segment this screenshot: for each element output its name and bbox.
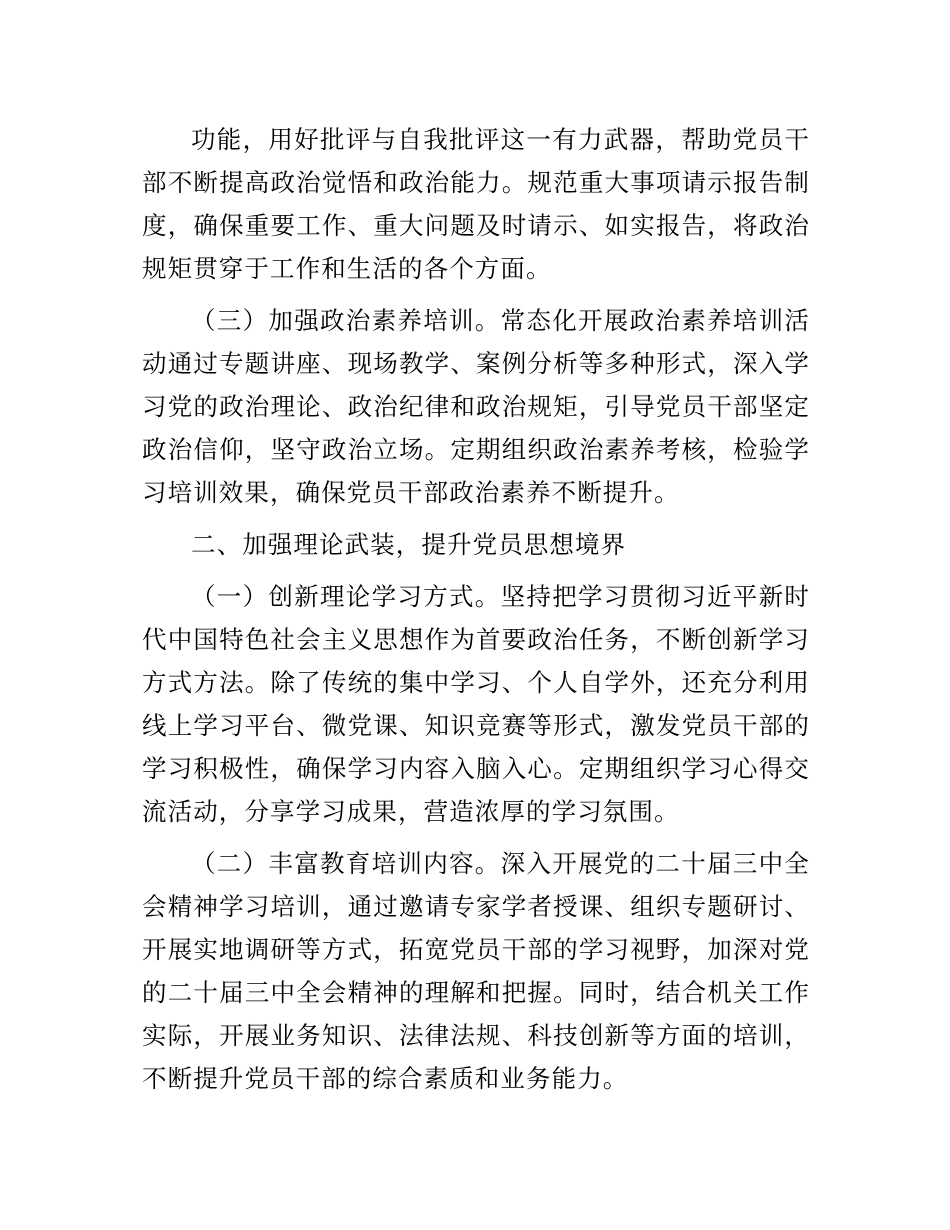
- paragraph-training-content: （二）丰富教育培训内容。深入开展党的二十届三中全会精神学习培训，通过邀请专家学者授课、组织专题研讨、开展实地调研等方式，拓宽党员干部的学习视野，加深对党的二十届三中全会精神的理解和把握。同时，结合机关工作实际，开展业务知识、法律法规、科技创新等方面的培训，不断提升党员干部的综合素质和业务能力。: [142, 849, 810, 1093]
- paragraph-political-training: （三）加强政治素养培训。常态化开展政治素养培训活动通过专题讲座、现场教学、案例分析等多种形式，深入学习党的政治理论、政治纪律和政治规矩，引导党员干部坚定政治信仰，坚守政治立场。定期组织政治素养考核，检验学习培训效果，确保党员干部政治素养不断提升。: [142, 306, 810, 507]
- paragraph-innovative-learning: （一）创新理论学习方式。坚持把学习贯彻习近平新时代中国特色社会主义思想作为首要政治任务，不断创新学习方式方法。除了传统的集中学习、个人自学外，还充分利用线上学习平台、微党课、知识竞赛等形式，激发党员干部的学习积极性，确保学习内容入脑入心。定期组织学习心得交流活动，分享学习成果，营造浓厚的学习氛围。: [142, 582, 810, 826]
- section-heading-theory: 二、加强理论武装，提升党员思想境界: [191, 530, 627, 559]
- paragraph-political-rules: 功能，用好批评与自我批评这一有力武器，帮助党员干部不断提高政治觉悟和政治能力。规范重大事项请示报告制度，确保重要工作、重大问题及时请示、如实报告，将政治规矩贯穿于工作和生活的各个方面。: [142, 125, 810, 283]
- document-page: [142, 118, 810, 1109]
